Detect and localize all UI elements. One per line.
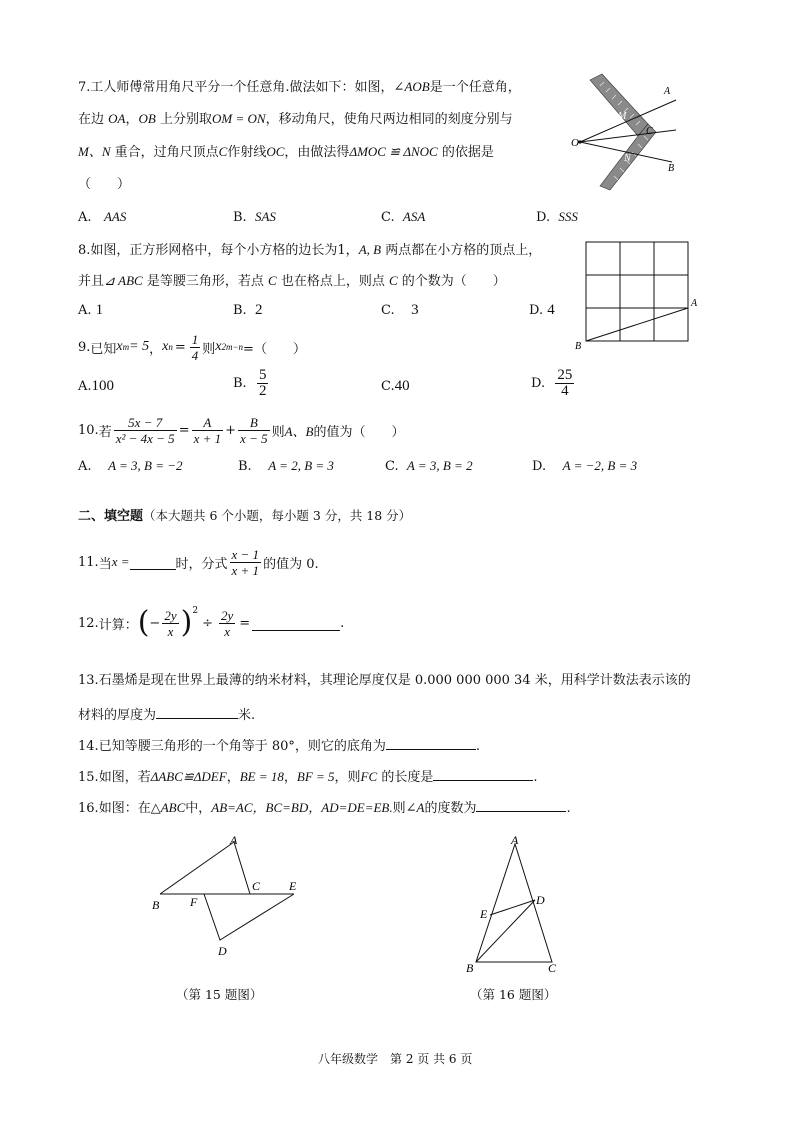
fig15-label-b: B <box>152 898 160 912</box>
q16-number: 16. <box>78 801 99 816</box>
q10-option-c[interactable]: C. A = 3, B = 2 <box>385 458 473 474</box>
q9-option-c[interactable]: C.40 <box>381 378 410 394</box>
q13-line2: 材料的厚度为 米. <box>78 704 255 725</box>
fig15-triangle-def <box>204 894 294 940</box>
q9-fraction: $\frac{1}{4}$ <box>191 331 199 363</box>
label-b: B <box>668 163 675 174</box>
q9-option-d[interactable]: D. $\frac{25}{4}$ <box>531 367 573 399</box>
q7-angle-ruler-figure <box>568 72 688 196</box>
fig15-triangles <box>148 832 318 962</box>
q7-answer-paren: （ ） <box>78 177 131 192</box>
q10-number: 10. <box>78 422 99 438</box>
label-a: A <box>691 298 698 309</box>
q15-line: 15.如图，若ΔABC≌ΔDEF，BE = 18，BF = 5，则FC 的长度是 . <box>78 766 537 787</box>
q10-fraction-a: $\frac{A}{x + 1}$ <box>193 414 222 446</box>
ruler-upper-arm <box>590 74 648 136</box>
label-n: N <box>624 153 631 164</box>
q12-fraction-1: $\frac{2y}{x}$ <box>164 607 177 639</box>
label-a: A <box>664 86 671 97</box>
q16-line: 16.如图：在△ABC中，AB=AC，BC=BD，AD=DE=EB.则∠A的度数为 . <box>78 797 571 818</box>
q16-answer-blank[interactable] <box>476 797 566 812</box>
q10-option-d[interactable]: D. A = −2, B = 3 <box>532 458 638 474</box>
q10-lhs-fraction: $\frac{5x - 7}{\text{x² − 4x − 5}}$ <box>115 414 175 446</box>
q11-number: 11. <box>78 554 99 570</box>
fig15-triangle-abc <box>160 842 250 894</box>
q11-line: 11. 当 x = 时，分式 $\frac{x - 1}{x + 1}$ 的值为 0. <box>78 546 319 578</box>
label-o: O <box>571 137 579 149</box>
q8-number: 8. <box>78 243 91 258</box>
fig16-caption: （第 16 题图） <box>470 987 557 1002</box>
q14-answer-blank[interactable] <box>386 735 476 750</box>
q8-line2: 并且⊿ ABC 是等腰三角形，若点 C 也在格点上，则点 C 的个数为（ ） <box>78 273 506 289</box>
q12-answer-blank[interactable] <box>252 616 340 631</box>
q8-line1: 8.如图，正方形网格中，每个小方格的边长为1，A, B 两点都在小方格的顶点上， <box>78 242 542 258</box>
q8-option-d[interactable]: D. 4 <box>529 302 555 318</box>
q13-answer-blank[interactable] <box>156 704 238 719</box>
fig15-label-a: A <box>230 833 238 847</box>
fig16-label-d: D <box>536 893 545 907</box>
label-b: B <box>575 341 582 352</box>
q12-number: 12. <box>78 615 99 631</box>
q7-option-d[interactable]: D. SSS <box>536 209 578 225</box>
segment-ab <box>586 308 688 341</box>
q7-option-c[interactable]: C. ASA <box>381 209 426 225</box>
q9-number: 9. <box>78 339 91 355</box>
section-2-heading: 二、填空题（本大题共 6 个小题，每小题 3 分，共 18 分） <box>78 508 412 524</box>
q8-grid <box>586 242 688 341</box>
q10-option-a[interactable]: A. A = 3, B = −2 <box>78 458 183 474</box>
q7-line3: M、N 重合，过角尺顶点C作射线OC，由做法得ΔMOC ≌ ΔNOC 的依据是 <box>78 144 494 160</box>
q7-number: 7. <box>78 80 91 95</box>
q13-number: 13. <box>78 673 99 688</box>
fig15-label-e: E <box>289 879 297 893</box>
q10-fraction-b: $\frac{B}{x - 5}$ <box>240 414 268 446</box>
fig16-triangle <box>460 832 570 977</box>
page-footer: 八年级数学 第 2 页 共 6 页 <box>318 1052 473 1066</box>
fig16-label-b: B <box>466 961 474 975</box>
fig15-caption: （第 15 题图） <box>176 987 263 1002</box>
q11-fraction: $\frac{x - 1}{x + 1}$ <box>231 546 260 578</box>
fig16-label-a: A <box>511 833 519 847</box>
q10-option-b[interactable]: B. A = 2, B = 3 <box>238 458 334 474</box>
q10-line: 10. 若 $\frac{5x - 7}{\text{x² − 4x − 5}}$ = $\frac{A}{x + 1}$ + $\frac{B}{x - 5}$ 则 A、B 的值为（ ） <box>78 414 405 446</box>
q7-option-b[interactable]: B. SAS <box>233 209 276 225</box>
q7-line2: 在边 OA，OB 上分别取OM = ON，移动角尺，使角尺两边相同的刻度分别与 <box>78 111 513 127</box>
q9-line: 9. 已知 x m = 5 ， x n = $\frac{1}{4}$ 则 x 2m−n =（ ） <box>78 331 306 363</box>
fig15-label-c: C <box>252 879 261 893</box>
q12-line: 12. 计算： ( − $\frac{2y}{x}$ ) $^2$ ÷ $\frac{2y}{x}$ = . <box>78 605 345 640</box>
q15-answer-blank[interactable] <box>433 766 533 781</box>
label-m: M <box>618 111 627 122</box>
q14-line: 14.已知等腰三角形的一个角等于 80°，则它的底角为 . <box>78 735 480 756</box>
q11-answer-blank[interactable] <box>130 555 176 570</box>
fig15-label-f: F <box>190 895 198 909</box>
q9-option-a[interactable]: A.100 <box>78 378 115 394</box>
fig16-label-c: C <box>548 961 557 975</box>
q14-number: 14. <box>78 739 99 754</box>
q8-option-a[interactable]: A. 1 <box>78 302 104 318</box>
label-c: C <box>646 126 653 137</box>
q8-grid-figure <box>572 236 702 352</box>
q8-option-b[interactable]: B. 2 <box>233 302 263 318</box>
q12-fraction-2: $\frac{2y}{x}$ <box>220 607 234 639</box>
q15-number: 15. <box>78 770 99 785</box>
q13-line1: 13.石墨烯是现在世界上最薄的纳米材料，其理论厚度仅是 0.000 000 000 34 米，用科学计数法表示该的 <box>78 673 691 688</box>
fig16-label-e: E <box>480 907 488 921</box>
fig15-label-d: D <box>218 944 227 958</box>
q9-option-b[interactable]: B. $\frac{5}{2}$ <box>233 367 267 399</box>
q7-option-a[interactable]: A. AAS <box>78 209 127 225</box>
q8-option-c[interactable]: C. 3 <box>381 302 419 318</box>
q7-line1: 7.工人师傅常用角尺平分一个任意角.做法如下：如图，∠AOB是一个任意角， <box>78 79 521 95</box>
